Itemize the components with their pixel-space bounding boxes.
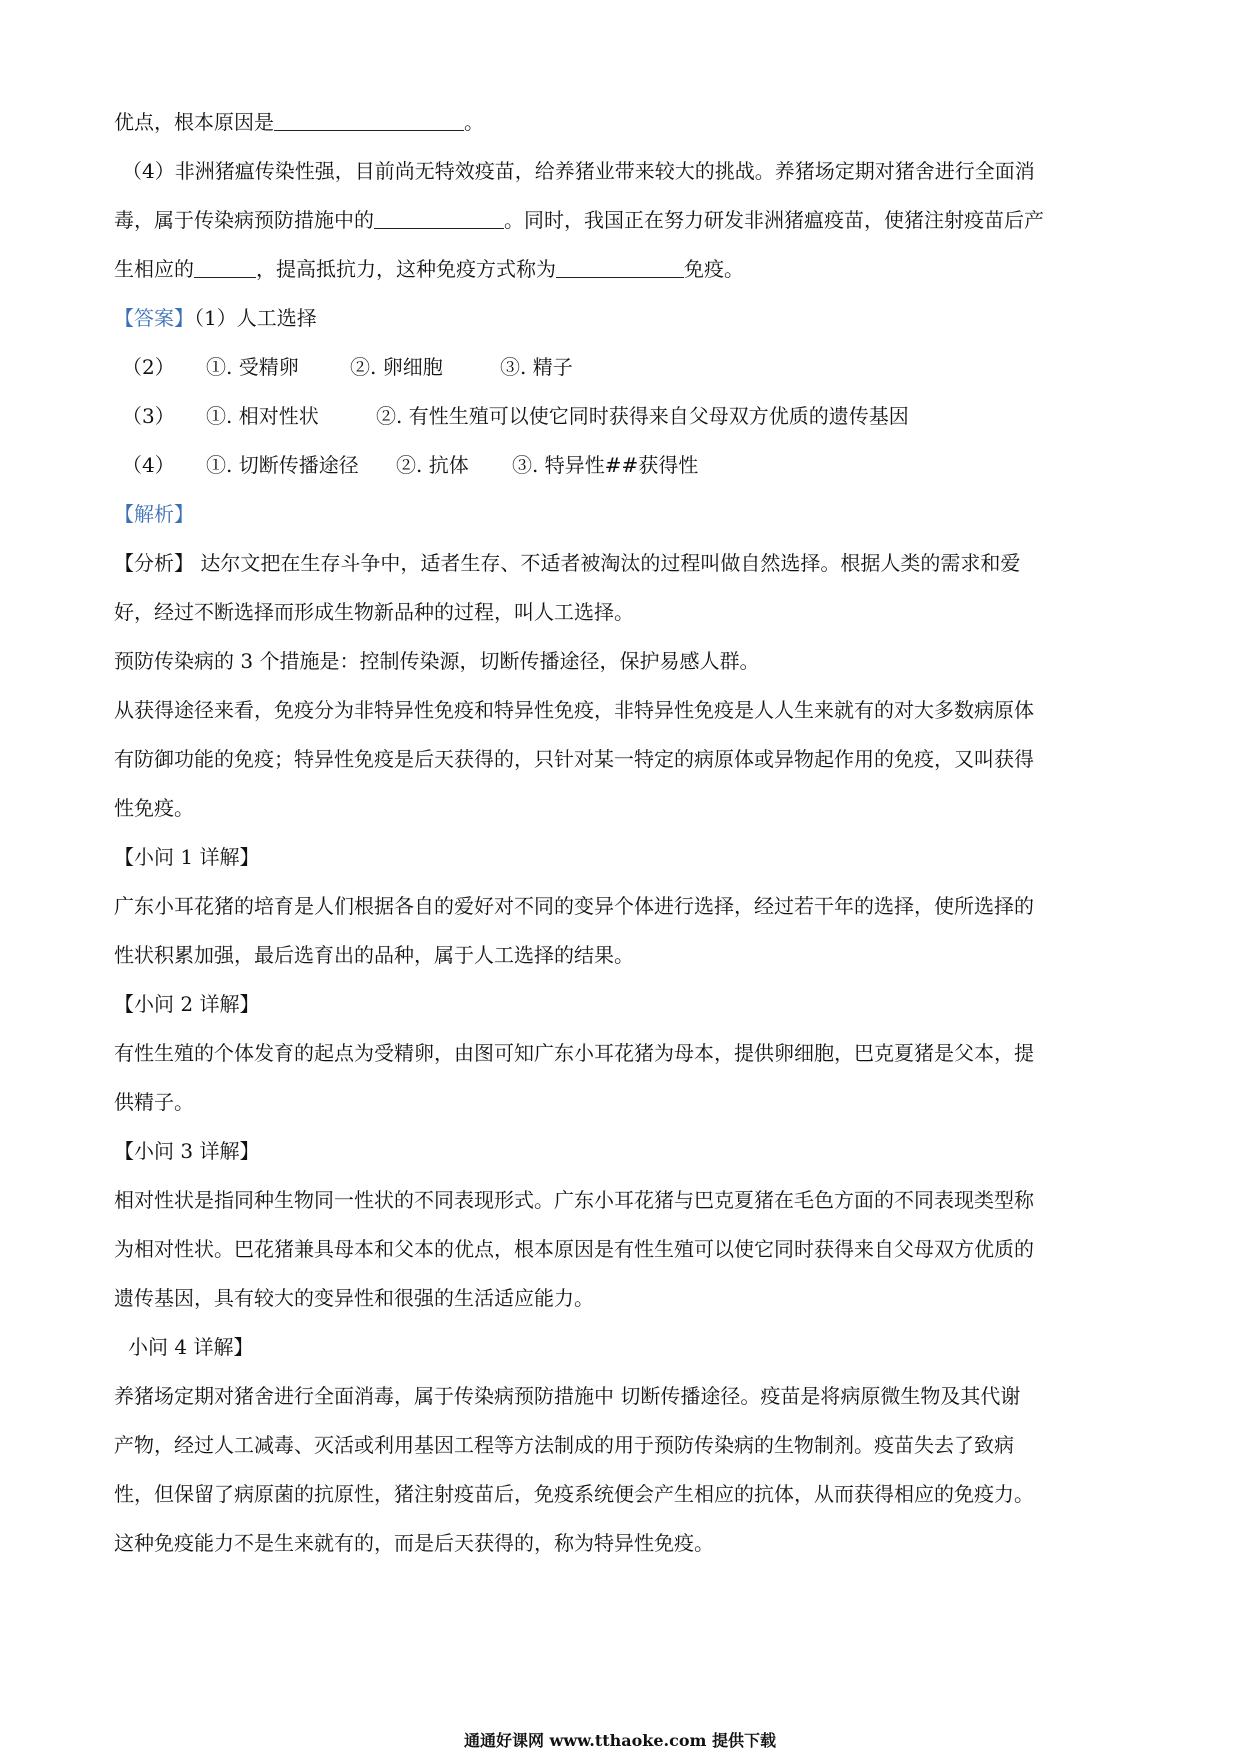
document-body <box>114 98 1126 1568</box>
sub-question-4-text: 养猪场定期对猪舍进行全面消毒，属于传染病预防措施中 切断传播途径。疫苗是将病原微生物及其代谢 <box>114 1384 1021 1408</box>
answer-line-3: （3） ①. 相对性状 ②. 有性生殖可以使它同时获得来自父母双方优质的遗传基因 <box>122 404 909 428</box>
answer-blank <box>556 257 684 278</box>
q4-line-3: 生相应的 ，提高抵抗力，这种免疫方式称为 免疫。 <box>114 257 744 281</box>
analysis-line: 预防传染病的 3 个措施是：控制传染源，切断传播途径，保护易感人群。 <box>114 649 760 673</box>
sub-question-3-text: 相对性状是指同种生物同一性状的不同表现形式。广东小耳花猪与巴克夏猪在毛色方面的不同表现类型称 <box>114 1188 1034 1212</box>
sub-question-4-text: 产物，经过人工减毒、灭活或利用基因工程等方法制成的用于预防传染病的生物制剂。疫苗失去了致病 <box>114 1433 1014 1457</box>
sub-question-2-heading: 【小问 2 详解】 <box>114 992 260 1016</box>
answer-line-4: （4） ①. 切断传播途径 ②. 抗体 ③. 特异性##获得性 <box>122 453 699 477</box>
q4-line-1: （4）非洲猪瘟传染性强，目前尚无特效疫苗，给养猪业带来较大的挑战。养猪场定期对猪舍进行全面消 <box>122 159 1035 183</box>
sub-question-3-text: 为相对性状。巴花猪兼具母本和父本的优点，根本原因是有性生殖可以使它同时获得来自父母双方优质的 <box>114 1237 1034 1261</box>
sub-question-3-text: 遗传基因，具有较大的变异性和很强的生活适应能力。 <box>114 1286 594 1310</box>
answer-line-2: （2） ①. 受精卵 ②. 卵细胞 ③. 精子 <box>122 355 573 379</box>
q4-line-2: 毒，属于传染病预防措施中的 。同时，我国正在努力研发非洲猪瘟疫苗，使猪注射疫苗后产 <box>114 208 1044 232</box>
answer-tag: 【答案】 <box>114 306 194 330</box>
page-footer: 通通好课网 www.tthaoke.com 提供下载 <box>463 1731 777 1750</box>
sub-question-1-text: 性状积累加强，最后选育出的品种，属于人工选择的结果。 <box>114 943 634 967</box>
sub-question-1-text: 广东小耳花猪的培育是人们根据各自的爱好对不同的变异个体进行选择，经过若干年的选择，使所选择的 <box>114 894 1034 918</box>
sub-question-4-heading: 小问 4 详解】 <box>128 1335 254 1359</box>
analysis-line: 【分析】 达尔文把在生存斗争中，适者生存、不适者被淘汰的过程叫做自然选择。根据人类的需求和爱 <box>114 551 1021 575</box>
sub-question-2-text: 供精子。 <box>114 1090 194 1114</box>
analysis-line: 从获得途径来看，免疫分为非特异性免疫和特异性免疫，非特异性免疫是人人生来就有的对大多数病原体 <box>114 698 1034 722</box>
sub-question-4-text: 性，但保留了病原菌的抗原性，猪注射疫苗后，免疫系统便会产生相应的抗体，从而获得相应的免疫力。 <box>114 1482 1034 1506</box>
answer-line-1: 【答案】（1）人工选择 <box>114 306 317 330</box>
answer-blank <box>194 257 256 278</box>
answer-blank <box>374 208 504 229</box>
sub-question-2-text: 有性生殖的个体发育的起点为受精卵，由图可知广东小耳花猪为母本，提供卵细胞，巴克夏猪是父本，提 <box>114 1041 1034 1065</box>
analysis-line: 性免疫。 <box>114 796 194 820</box>
sub-question-3-heading: 【小问 3 详解】 <box>114 1139 260 1163</box>
answer-blank <box>274 110 464 131</box>
analysis-tag: 【解析】 <box>114 502 194 526</box>
sub-question-1-heading: 【小问 1 详解】 <box>114 845 260 869</box>
analysis-line: 好，经过不断选择而形成生物新品种的过程，叫人工选择。 <box>114 600 634 624</box>
analysis-line: 有防御功能的免疫；特异性免疫是后天获得的，只针对某一特定的病原体或异物起作用的免疫，又叫获得 <box>114 747 1034 771</box>
sub-question-4-text: 这种免疫能力不是生来就有的，而是后天获得的，称为特异性免疫。 <box>114 1531 714 1555</box>
q3-tail-line: 优点，根本原因是 。 <box>114 110 484 134</box>
